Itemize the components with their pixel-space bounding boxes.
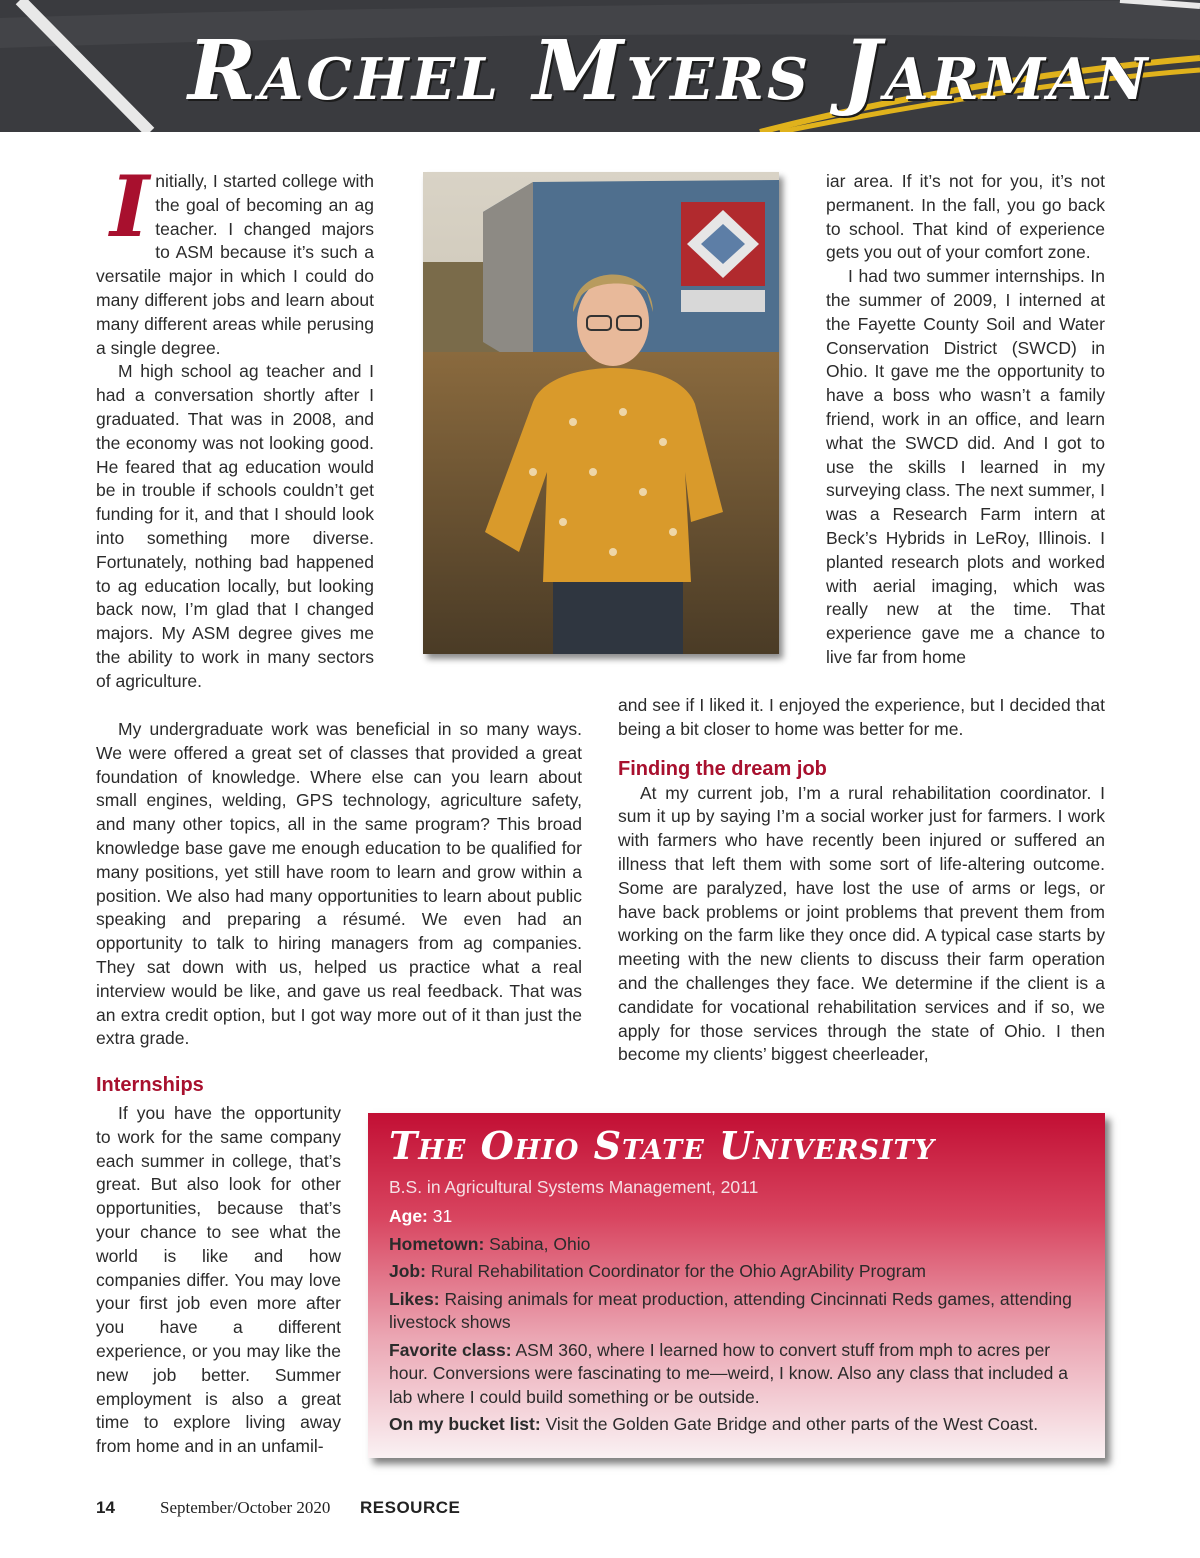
fact-job: Job: Rural Rehabilitation Coordinator for the Ohio AgrAbility Program [389, 1261, 926, 1281]
intro-column-wide [96, 718, 582, 1051]
university-info-box [368, 1113, 1105, 1458]
internships-paragraph-1-continued: iar area. If it’s not for you, it’s not permanent. In the fall, you go back to school. That kind of experience gets you out of your comfort zone. [826, 171, 1105, 263]
profile-name-headline: Rachel Myers Jarman [188, 23, 1151, 119]
dream-job-paragraph-1: At my current job, I’m a rural rehabilitation coordinator. I sum it up by saying I’m a social worker just for farmers. I work with farmers who have recently been injured or suffered an illness that left them with some sort of life-altering outcome. Some are paralyzed, have lost the use of arms or legs, or have back problems or joint problems that prevent them from working on the farm like they once did. A typical case starts by meeting with the new clients to discuss their farm operation and the challenges they face. We determine if the client is a candidate for vocational rehabilitation services and if so, we apply for those services through the state of Ohio. I then become my clients’ biggest cheerleader, [618, 782, 1105, 1065]
intro-paragraph-1: nitially, I started college with the goal of becoming an ag teacher. I changed majors to ASM because it’s such a versatile major in which I could do many different jobs and learn about many different areas while perusing a single degree. [96, 171, 374, 358]
internships-paragraph-2-continued: and see if I liked it. I enjoyed the experience, but I decided that being a bit closer to home was better for me. [618, 695, 1105, 739]
internships-column [96, 1102, 341, 1459]
drop-cap: I [110, 157, 150, 256]
university-name: The Ohio State University [389, 1123, 935, 1168]
fact-favorite-class: Favorite class: ASM 360, where I learned how to convert stuff from mph to acres per hour. Conversions were fascinating to me—weird, I know. Also any class that included a lab where I could build something or be outside. [389, 1339, 1068, 1407]
internships-paragraph-1: If you have the opportunity to work for the same company each summer in college, that’s great. But also look for other opportunities, because that’s your chance to see what the world is like and how companies differ. You may love your first job even more after you have a different experience, or you may like the new job better. Summer employment is also a great time to explore living away from home and in an unfamil- [96, 1103, 341, 1457]
publication-name: RESOURCE [360, 1498, 461, 1517]
degree-line: B.S. in Agricultural Systems Management, 2011 [389, 1177, 759, 1197]
fact-hometown: Hometown: Sabina, Ohio [389, 1233, 591, 1254]
fact-bucket-list: On my bucket list: Visit the Golden Gate Bridge and other parts of the West Coast. [389, 1414, 1039, 1434]
page-number: 14 [96, 1498, 115, 1517]
dream-job-column [618, 694, 1105, 1067]
intro-paragraph-2: M high school ag teacher and I had a conversation shortly after I graduated. That was in 2008, and the economy was not looking good. He feared that ag education would be in trouble if schools couldn’t get funding for it, and that I should look into something more diverse. Fortunately, nothing bad happened to ag education locally, but looking back now, I’m glad that I changed majors. My ASM degree gives me the ability to work in many sectors of agriculture. [96, 361, 374, 691]
header-banner [0, 0, 1200, 132]
internships-column-right [826, 170, 1105, 670]
fact-likes: Likes: Raising animals for meat production, attending Cincinnati Reds games, attending livestock shows [389, 1288, 1072, 1332]
profile-photo [423, 172, 779, 654]
issue-date: September/October 2020 [160, 1498, 331, 1517]
profile-facts [389, 1205, 1084, 1441]
internships-paragraph-2: I had two summer internships. In the summer of 2009, I interned at the Fayette County Soil and Water Conservation District (SWCD) in Ohio. It gave me the opportunity to have a boss who wasn’t a family friend, work in an office, and learn what the SWCD did. And I got to use the skills I learned in my surveying class. The next summer, I was a Research Farm intern at Beck’s Hybrids in LeRoy, Illinois. I planted research plots and worked with aerial imaging, which was really new at the time. That experience gave me a chance to live far from home [826, 266, 1105, 667]
page-footer [96, 1498, 461, 1518]
fact-age: Age: 31 [389, 1206, 453, 1226]
internships-heading: Internships [96, 1074, 204, 1096]
dream-job-heading: Finding the dream job [618, 757, 827, 780]
intro-column-left [96, 157, 374, 694]
intro-paragraph-3: My undergraduate work was beneficial in so many ways. We were offered a great set of classes that provided a great foundation of knowledge. Where else can you learn about small engines, welding, GPS technology, agriculture safety, and many other topics, all in the same program? This broad knowledge base gave me enough education to be qualified for many positions, yet still have room to learn and grow within a position. We also had many opportunities to learn about public speaking and preparing a résumé. We even had an opportunity to talk to hiring managers from ag companies. They sat down with us, helped us practice what a real interview would be like, and gave us real feedback. That was an extra credit option, but I got way more out of it than just the extra grade. [96, 719, 582, 1049]
